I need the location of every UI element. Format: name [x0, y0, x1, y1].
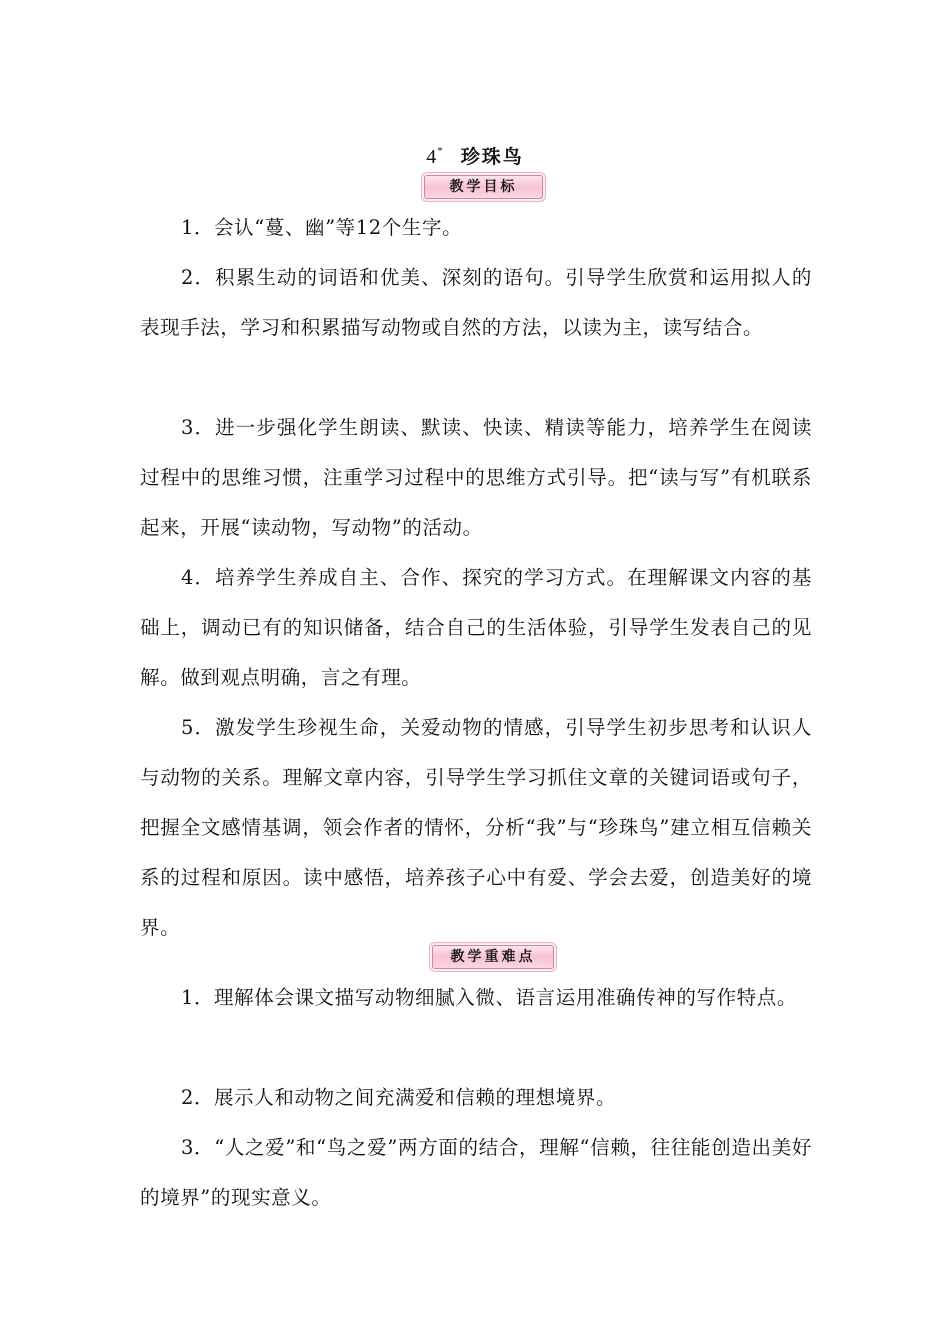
lesson-title	[0, 138, 950, 170]
goal-item-1: 1．会认“蔓、幽”等12个生字。	[180, 216, 463, 239]
goal-item-2: 2．积累生动的词语和优美、深刻的语句。引导学生欣赏和运用拟人的表现手法，学习和积累描写动物或自然的方法，以读为主，读写结合。	[140, 266, 812, 339]
section-badge-teaching-goals: 教学目标	[424, 175, 543, 199]
key-item-3: 3．“人之爱”和“鸟之爱”两方面的结合，理解“信赖，往往能创造出美好的境界”的现实意义。	[140, 1136, 812, 1209]
key-item-2: 2．展示人和动物之间充满爱和信赖的理想境界。	[180, 1086, 617, 1109]
goal-item-5: 5．激发学生珍视生命，关爱动物的情感，引导学生初步思考和认识人与动物的关系。理解文章内容，引导学生学习抓住文章的关键词语或句子，把握全文感情基调，领会作者的情怀，分析“我”与“珍珠鸟”建立相互信赖关系的过程和原因。读中感悟，培养孩子心中有爱、学会去爱，创造美好的境界。	[140, 716, 812, 939]
lesson-mark: *	[437, 145, 443, 157]
lesson-title-text: 珍珠鸟	[460, 146, 524, 168]
key-item-1: 1．理解体会课文描写动物细腻入微、语言运用准确传神的写作特点。	[180, 986, 797, 1009]
section-badge-key-difficult-points: 教学重难点	[432, 945, 554, 969]
goal-item-4: 4．培养学生养成自主、合作、探究的学习方式。在理解课文内容的基础上，调动已有的知识储备，结合自己的生活体验，引导学生发表自己的见解。做到观点明确，言之有理。	[140, 566, 812, 689]
lesson-number: 4*	[426, 145, 443, 168]
goal-item-3: 3．进一步强化学生朗读、默读、快读、精读等能力，培养学生在阅读过程中的思维习惯，注重学习过程中的思维方式引导。把“读与写”有机联系起来，开展“读动物，写动物”的活动。	[140, 416, 812, 539]
